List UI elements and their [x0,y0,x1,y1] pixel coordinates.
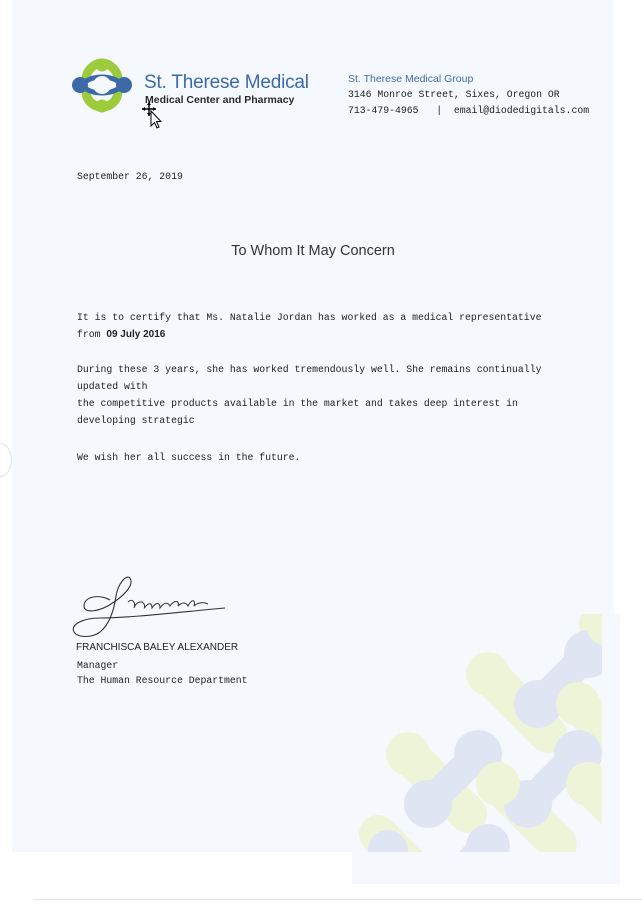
signer-name: FRANCHISCA BALEY ALEXANDER [76,642,239,653]
letter-page [12,0,614,852]
brand-subtitle: Medical Center and Pharmacy [145,94,295,106]
p2-line2: the competitive products available in the market and takes deep interest in developing strategic [77,398,518,426]
org-phone: 713-479-4965 [348,105,419,116]
org-email: email@diodedigitals.com [453,105,590,116]
signer-department: The Human Resource Department [77,675,248,686]
signature-image [70,572,230,642]
paragraph-certification [77,309,567,343]
p1-start-date: 09 July 2016 [106,329,166,340]
medical-cross-logo-icon [72,57,132,114]
side-handle[interactable] [0,443,12,477]
org-name: St. Therese Medical Group [348,73,474,85]
signer-title: Manager [77,660,119,671]
divider [34,899,642,900]
letter-date: September 26, 2019 [77,171,183,182]
paragraph-wishes: We wish her all success in the future. [77,452,301,463]
p1-text: It is to certify that Ms. Natalie Jordan has worked as a medical representative from [77,312,542,340]
paragraph-performance [77,361,567,429]
move-cursor-icon [142,102,164,130]
decoration-bottom [352,852,620,884]
decoration-edge [602,614,620,884]
org-separator: | [436,105,443,116]
salutation: To Whom It May Concern [231,243,395,259]
brand-title: St. Therese Medical [144,72,309,93]
molecule-decoration-icon [348,614,614,852]
p2-line1: During these 3 years, she has worked tremendously well. She remains continually updated with [77,364,542,392]
org-contact [348,105,589,116]
org-address: 3146 Monroe Street, Sixes, Oregon OR [348,89,560,100]
